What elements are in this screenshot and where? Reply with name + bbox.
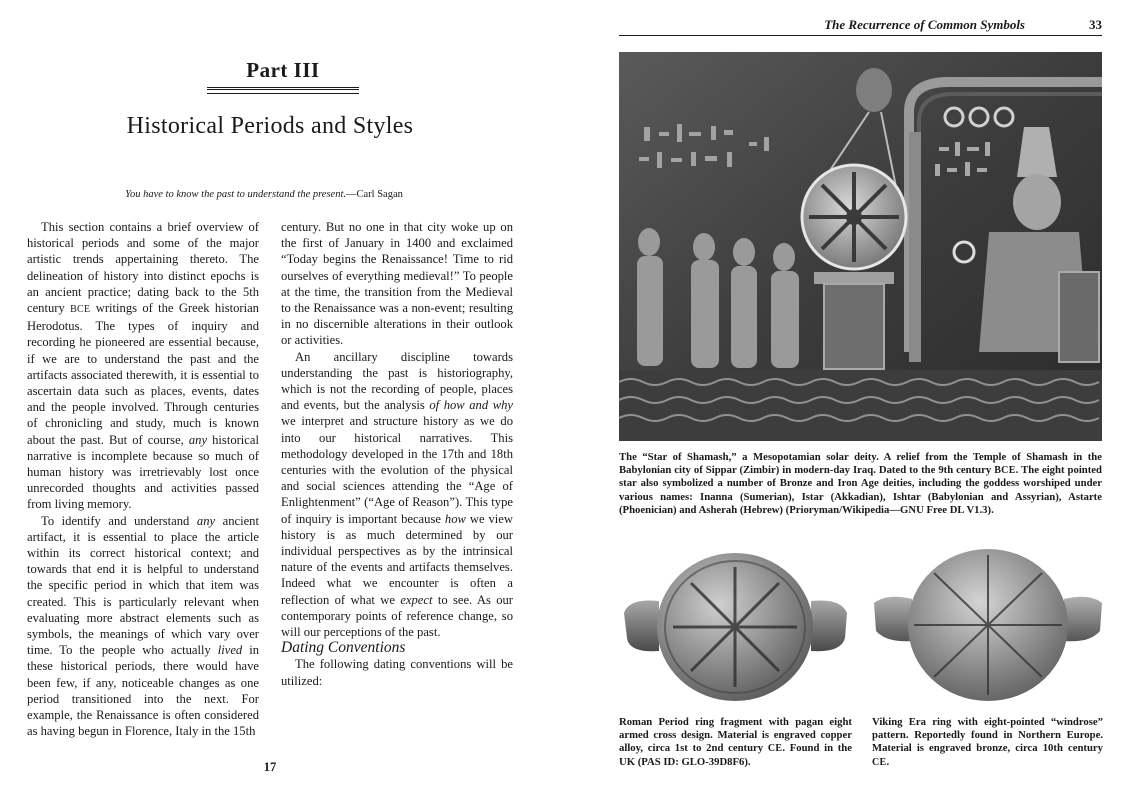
text-run: . Found in the UK (PAS ID: GLO-39D8F6). [619,742,852,768]
text-run: ancient artifact, it is essential to place the article within its correct historical context; and towards that end it is helpful to understand the specific period in which that item was created. This is particularly relevant when evaluating more abstract elements such as symbols, the meanings of which vary over time. To the people who actually [27,513,259,658]
text-column-2 [281,219,513,689]
paragraph: The following dating conventions will be utilized: [281,657,513,688]
caption-viking-ring [872,716,1103,769]
page-number: 17 [263,760,277,774]
epigraph [0,189,528,200]
era-abbrev: CE [767,743,783,755]
era-abbrev: CE [872,756,887,768]
running-head [619,17,1102,36]
text-run: we view history is as much determined by our individual perspectives as by the intrinsical nature of the events and artifacts themselves. Indeed what we encounter is often a reflection of what we [281,511,513,607]
emphasis: any [188,432,208,447]
paragraph [27,219,259,513]
caption-roman-ring [619,716,852,769]
text-run: Viking Era ring with eight-pointed “windrose” pattern. Reportedly found in Northern Europe. Material is engraved bronze, circa 10th century [872,716,1103,755]
running-title: The Recurrence of Common Symbols [824,17,1025,32]
text-run: historical narrative is incomplete because so much of human history was irretrievably lost once unrecorded thoughts and activities passed from living memory. [27,432,259,512]
text-run: An ancillary discipline towards understanding the past is historiography, which is not the recording of people, places and events, but the analysis [281,349,513,413]
shamash-relief-photo [619,52,1102,441]
paragraph: century. But no one in that city woke up on the first of January in 1400 and exclaimed “Today begins the Renaissance! Time to rid ourselves of everything medieval!” To people at the time, the transition from the Medieval to the Renaissance was a non-event; resulting in no discernible alterations in their outlook or activities. [281,220,513,348]
epigraph-quote: You have to know the past to understand the present. [125,189,346,200]
text-run: The “Star of Shamash,” a Mesopotamian solar deity. A relief from the Temple of Shamash in the Babylonian city of Sippar (Zimbir) in modern-day Iraq. Dated to the 9th century [619,451,1102,477]
viking-ring-photo [872,543,1103,709]
text-run: Roman Period ring fragment with pagan eight armed cross design. Material is engraved copper alloy, circa 1st to 2nd century [619,716,852,755]
roman-ring-photo [619,543,851,709]
page-number: 33 [1089,17,1102,32]
text-run: . The eight pointed star also symbolized a number of Bronze and Iron Age deities, including the goddess worshiped under various names: Inanna (Sumerian), Istar (Akkadian), Ishtar (Babylonian and Assyrian), Astarte (Phoenician) and Asherah (Hebrew) (Prioryman/Wikipedia—GNU Free DL V1.3). [619,464,1102,516]
text-run: to see. As our contemporary points of reference change, so will our perceptions of the past. [281,592,513,640]
era-abbrev: BCE [70,304,91,316]
text-run: To identify and understand [41,513,197,528]
section-title: Historical Periods and Styles [126,113,414,139]
era-abbrev: BCE [994,465,1016,477]
subheading-dating-conventions: Dating Conventions [281,639,406,657]
text-run: This section contains a brief overview of historical periods and some of the major artistic trends appertaining thereto. The delineation of history into distinct epochs is an ancient practice; dating back to the 5th century [27,220,259,316]
paragraph [27,513,259,740]
text-run: in these historical periods, there would have been few, if any, noticeable changes as one period transitioned into the next. For example, the Renaissance is often considered as having begun in Florence, Italy in the 15th [27,643,260,739]
emphasis: lived [217,643,243,658]
text-run: . [886,755,890,768]
text-run: we interpret and structure history as we do into our historical narratives. This methodology developed in the 17th and 18th centuries with the evolution of the physical and social sciences attending the “Age of Enlightenment” (“Age of Reason”). This type of inquiry is important because [281,414,513,526]
part-label: Part III [207,58,359,90]
right-page [560,0,1130,808]
emphasis: expect [400,592,433,607]
emphasis: how [444,511,466,526]
paragraph [281,349,513,641]
text-column-1 [27,219,259,740]
emphasis: any [196,513,216,528]
caption-shamash [619,451,1102,517]
text-run: writings of the Greek historian Herodotus. The types of inquiry and recording he pioneered are essential because, if we are to understand the past and the artifacts associated therewith, it is essential to ascertain data such as places, events, dates and the people involved. Through centuries of chronicling and study, much is known about the past. But of course, [27,301,259,447]
emphasis: of how and why [429,398,513,413]
left-page [0,0,540,808]
epigraph-attribution: —Carl Sagan [346,189,403,200]
